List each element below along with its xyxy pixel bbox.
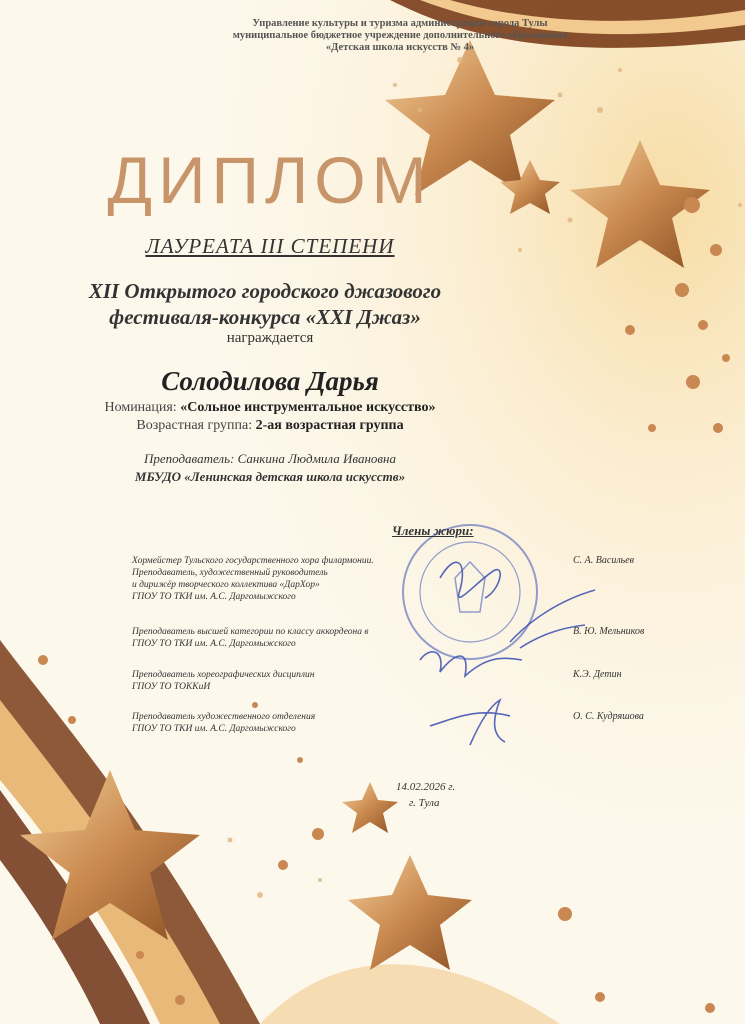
jury-line: ГПОУ ТО ТКИ им. А.С. Даргомыжского: [132, 592, 296, 602]
jury-member-3-role: [132, 669, 315, 693]
festival-name: [40, 278, 490, 330]
jury-member-2-role: [132, 626, 369, 650]
issuer-line-1: Управление культуры и туризма администрации города Тулы: [252, 18, 548, 29]
jury-line: Преподаватель художественного отделения: [132, 712, 316, 722]
issue-date: 14.02.2026 г.: [396, 781, 456, 793]
jury-member-1-role: [132, 555, 374, 603]
nomination-label: Номинация:: [104, 400, 177, 415]
age-group-value: 2-ая возрастная группа: [255, 418, 404, 433]
festival-line-2: фестиваля-конкурса «XXI Джаз»: [109, 305, 421, 329]
jury-title: Члены жюри:: [392, 523, 474, 538]
jury-line: Преподаватель, художественный руководитель: [132, 568, 328, 578]
jury-member-2-name: В. Ю. Мельников: [573, 626, 645, 637]
jury-member-3-name: К.Э. Детин: [573, 669, 622, 680]
jury-member-4-role: [132, 711, 315, 735]
jury-member-1-name: С. А. Васильев: [573, 555, 635, 566]
age-group-label: Возрастная группа:: [136, 418, 253, 433]
issuer-line-2: муниципальное бюджетное учреждение дополнительного образования: [232, 30, 568, 41]
jury-line: Преподаватель высшей категории по классу аккордеона в: [132, 627, 369, 637]
festival-line-1: XII Открытого городского джазового: [88, 279, 442, 303]
recipient-name: Солодилова Дарья: [161, 366, 379, 396]
diploma-title: ДИПЛОМ: [107, 143, 433, 217]
jury-line: ГПОУ ТО ТОККиИ: [132, 682, 211, 692]
issue-city: г. Тула: [409, 797, 440, 809]
school-name: МБУДО «Ленинская детская школа искусств»: [134, 469, 406, 484]
jury-line: ГПОУ ТО ТКИ им. А.С. Даргомыжского: [132, 639, 296, 649]
nomination-value: «Сольное инструментальное искусство»: [180, 400, 436, 415]
age-group: [30, 418, 510, 434]
teacher: Преподаватель: Санкина Людмила Ивановна: [143, 451, 396, 466]
jury-line: и дирижёр творческого коллектива «ДарХор»: [132, 580, 320, 590]
issuer-line-3: «Детская школа искусств № 4»: [325, 42, 475, 53]
laureate-degree: ЛАУРЕАТА III СТЕПЕНИ: [145, 234, 395, 258]
awarded-text: награждается: [226, 330, 314, 346]
nomination: [30, 400, 510, 416]
issuer-header: [120, 18, 680, 54]
jury-line: Хормейстер Тульского государственного хора филармонии.: [132, 556, 374, 566]
jury-member-4-name: О. С. Кудряшова: [573, 711, 644, 722]
jury-line: Преподаватель хореографических дисциплин: [132, 670, 315, 680]
jury-line: ГПОУ ТО ТКИ им. А.С. Даргомыжского: [132, 724, 296, 734]
